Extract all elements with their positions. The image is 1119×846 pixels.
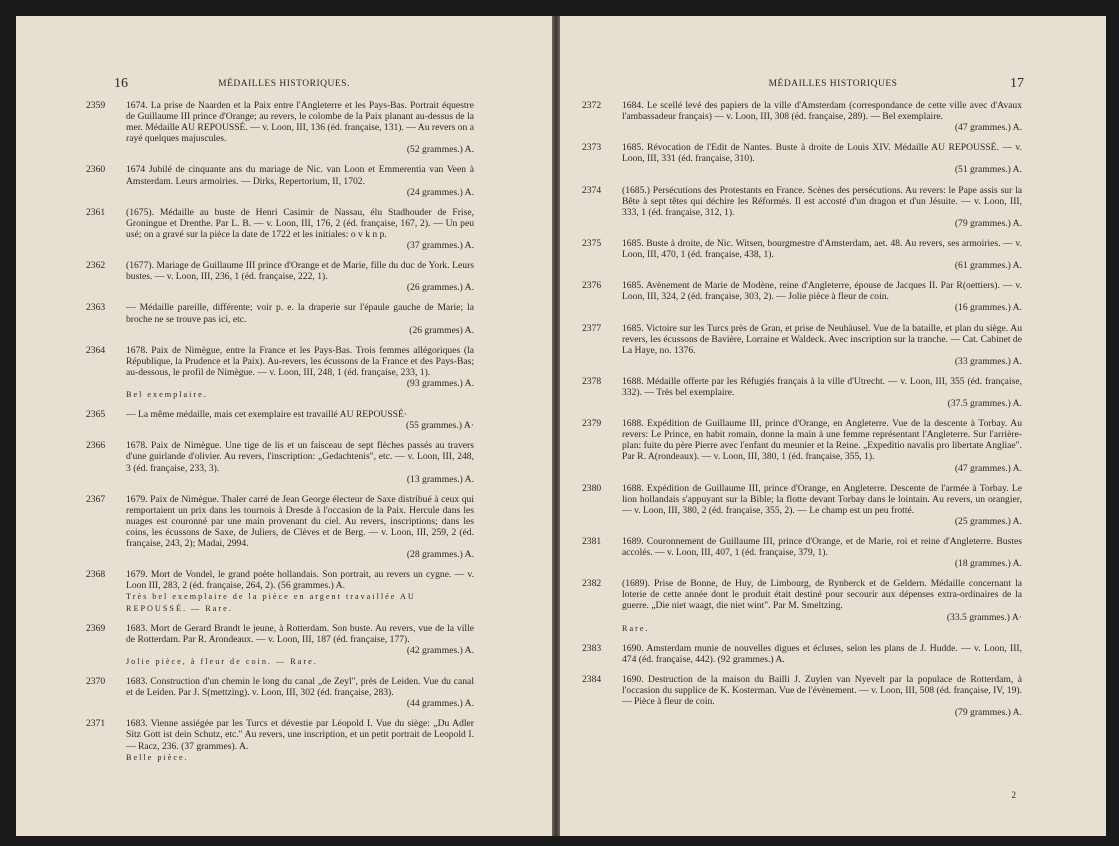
page-number: 16 [114, 76, 128, 91]
entry-note: Rare. [622, 623, 650, 633]
entry-description: 1679. Mort de Vondel, le grand poète hollandais. Son portrait, au revers un cygne. — v. Loon III, 283, 2 (éd. française, 264, 2). (56 grammes.) A. [126, 569, 474, 592]
entry-number: 2384 [582, 673, 602, 685]
catalog-entry [582, 100, 1022, 133]
book-gutter [552, 16, 560, 836]
entry-description: 1685. Victoire sur les Turcs près de Gran, et prise de Neuhäusel. Vue de la bataille, et plan du siège. Au revers, les écussons de Bavière, Lorraine et Waldeck. Avec inscription sur la tranche. — Cat. Cabinet de La Haye, no. 1376. [622, 322, 1022, 356]
entry-description: 1683. Mort de Gerard Brandt le jeune, à Rotterdam. Son buste. Au revers, vue de la ville de Rotterdam. Par R. Arondeaux. — v. Loon, III, 187 (éd. française, 177). [126, 622, 474, 645]
entry-number: 2381 [582, 536, 602, 547]
running-title: MÉDAILLES HISTORIQUES [768, 79, 898, 89]
catalog-entry [86, 569, 474, 613]
entry-number: 2360 [86, 164, 106, 176]
entry-description: — La même médaille, mais cet exemplaire est travaillé AU REPOUSSÉ· [126, 409, 408, 421]
catalog-entry [86, 302, 474, 335]
catalog-entry [86, 718, 474, 762]
entry-number: 2371 [86, 718, 106, 730]
entry-weight: (24 grammes.) A. [406, 186, 474, 198]
entry-note: Bel exemplaire. [126, 390, 208, 400]
catalog-entry [86, 345, 474, 400]
entry-weight: (52 grammes.) A. [406, 144, 474, 156]
entry-number: 2362 [86, 260, 106, 272]
entry-weight: (42 grammes.) A. [406, 644, 474, 656]
entry-number: 2359 [86, 100, 106, 111]
entry-weight: (33 grammes.) A. [954, 355, 1022, 367]
entry-number: 2369 [86, 622, 106, 634]
entry-weight: (16 grammes.) A. [954, 302, 1022, 314]
entry-weight: (61 grammes.) A. [954, 260, 1022, 272]
entry-weight: (13 grammes.) A. [406, 473, 474, 485]
entry-description: 1679. Paix de Nimègue. Thaler carré de Jean George électeur de Saxe distribué à ceux qui remportaient un prix dans les tournois à Dresde à l'occasion de la Paix. Hercule dans les nuages est couronné par une main provenant du ciel. Au revers, inscriptions; dans les coins, les écussons de Saxe, de Juliers, de Clèves et de Berg. — v. Loon, III, 259, 2 (éd. française, 243, 2); Madai, 2994. [126, 493, 474, 550]
entry-description: 1674. La prise de Naarden et la Paix entre l'Angleterre et les Pays-Bas. Portrait équestre de Guillaume III prince d'Orange; au revers, le colombe de la Paix planant au-dessus de la mer. Médaille AU REPOUSSÉ. — v. Loon, III, 136 (éd. française, 131). — Au revers on a rayé quelques majuscules. [126, 100, 474, 145]
entry-weight: (37 grammes.) A. [406, 240, 474, 252]
running-title: MÉDAILLES HISTORIQUES. [218, 79, 350, 89]
entry-description: 1683. Vienne assiégée par les Turcs et dévestie par Léopold I. Vue du siège: „Du Adler Sitz Gott ist dein Schutz, etc." Au revers, une inscription, et un petit portrait de Leopold I. — Racz, 236. (37 grammes). A. [126, 718, 474, 752]
entry-description: (1689). Prise de Bonne, de Huy, de Limbourg, de Rynberck et de Geldern. Médaille concernant la loterie de cette année dont le produit était destiné pour secourir aux dépenses extra-ordinaires de la guerre. „Die niet waagt, die niet wint". Par M. Smeltzing. [622, 578, 1022, 612]
entry-number: 2363 [86, 302, 106, 314]
catalog-entry [582, 643, 1022, 665]
entry-note: Belle pièce. [126, 752, 189, 762]
entry-list [582, 100, 1022, 727]
entry-description: — Médaille pareille, différente; voir p. e. la draperie sur l'épaule gauche de Marie; la broche ne se trouve pas ici, etc. [126, 302, 474, 325]
entry-number: 2361 [86, 206, 106, 218]
catalog-entry [86, 440, 474, 484]
catalog-entry [86, 164, 474, 197]
entry-weight: (37.5 grammes.) A. [947, 398, 1022, 410]
entry-weight: (26 grammes.) A. [406, 282, 474, 294]
entry-description: 1685. Avènement de Marie de Modène, reine d'Angleterre, épouse de Jacques II. Par R(oettiers). — v. Loon, III, 324, 2 (éd. française, 303, 2). — Jolie pièce à fleur de coin. [622, 280, 1022, 303]
catalog-entry [582, 323, 1022, 367]
entry-number: 2374 [582, 184, 602, 196]
entry-description: (1677). Mariage de Guillaume III prince d'Orange et de Marie, fille du duc de York. Leurs bustes. — v. Loon, III, 236, 1 (éd. française, 222, 1). [126, 260, 474, 283]
entry-weight: (47 grammes.) A. [954, 122, 1022, 134]
entry-weight: (55 grammes.) A· [406, 420, 474, 432]
entry-weight: (44 grammes.) A. [406, 698, 474, 710]
catalog-entry [582, 142, 1022, 175]
left-page [16, 16, 552, 836]
entry-description: 1685. Buste à droite, de Nic. Witsen, bourgmestre d'Amsterdam, aet. 48. Au revers, ses armoiries. — v. Loon, III, 470, 1 (éd. française, 438, 1). [622, 237, 1022, 261]
entry-number: 2372 [582, 100, 602, 111]
entry-list [86, 100, 474, 772]
entry-number: 2376 [582, 280, 602, 292]
catalog-entry [86, 260, 474, 293]
entry-number: 2370 [86, 676, 106, 688]
catalog-entry [86, 100, 474, 155]
catalog-entry [86, 676, 474, 709]
entry-description: 1678. Paix de Nimègue. Une tige de lis et un faisceau de sept flèches passés au travers d'une guirlande d'olivier. Au revers, l'inscription: „Gedachtenis", etc. — v. Loon, III, 248, 3 (éd. française, 233, 3). [126, 440, 474, 474]
entry-number: 2365 [86, 409, 106, 421]
catalog-entry [582, 483, 1022, 527]
entry-weight: (33.5 grammes.) A· [946, 611, 1022, 623]
entry-description: 1684. Le scellé levé des papiers de la ville d'Amsterdam (correspondance de cette ville avec d'Avaux l'ambassadeur français) — v. Loon, III, 308 (éd. française, 289). — Bel exemplaire. [622, 100, 1022, 123]
entry-number: 2377 [582, 322, 602, 334]
catalog-entry [582, 238, 1022, 271]
entry-description: 1690. Destruction de la maison du Bailli J. Zuylen van Nyevelt par la populace de Rotterdam, à l'occasion du supplice de K. Kosterman. Vue de l'évènement. — v. Loon, III, 508 (éd. française, IV, 19). — Pièce à fleur de coin. [622, 673, 1022, 708]
entry-description: 1674 Jubilé de cinquante ans du mariage de Nic. van Loon et Emmerentia van Veen à Amsterdam. Leurs armoiries. — Dirks, Repertorium, II, 1702. [126, 164, 474, 187]
entry-weight: (93 grammes.) A. [406, 377, 474, 389]
entry-description: 1688. Expédition de Guillaume III, prince d'Orange, en Angleterre. Descente de l'armée à Torbay. Le lion hollandais s'appuyant sur la Bible; la flotte devant Torbay dans le lointain. Au revers, un orangier, — v. Loon, III, 380, 2 (éd. française, 355, 2). — Le champ est un peu frotté. [622, 482, 1022, 516]
catalog-entry [582, 418, 1022, 473]
entry-note: Très bel exemplaire de la pièce en argent travaillée AU REPOUSSÉ. — Rare. [126, 592, 416, 613]
catalog-entry [86, 207, 474, 251]
entry-description: (1675). Médaille au buste de Henri Casimir de Nassau, élu Stadhouder de Frise, Groningue et Drenthe. Par L. B. — v. Loon, III, 176, 2 (éd. française, 167, 2). — Un peu usé; on a gravé sur la pièce la date de 1722 et les initiales: o v k n p. [126, 206, 474, 240]
catalog-entry [86, 623, 474, 667]
entry-weight: (51 grammes.) A. [954, 164, 1022, 176]
entry-number: 2366 [86, 440, 106, 452]
entry-weight: (18 grammes.) A. [954, 558, 1022, 570]
catalog-entry [582, 280, 1022, 313]
entry-weight: (79 grammes.) A. [954, 707, 1022, 719]
catalog-entry [582, 674, 1022, 718]
entry-description: 1688. Médaille offerte par les Réfugiés français à la ville d'Utrecht. — v. Loon, III, 355 (éd. française, 332). — Très bel exemplaire. [622, 375, 1022, 398]
entry-weight: (28 grammes.) A. [406, 549, 474, 561]
entry-number: 2367 [86, 493, 106, 505]
catalog-entry [582, 376, 1022, 409]
entry-description: 1690. Amsterdam munie de nouvelles digues et écluses, selon les plans de J. Hudde. — v. Loon, III, 474 (éd. française, 442). (92 grammes.) A. [622, 642, 1022, 665]
entry-number: 2379 [582, 418, 602, 430]
entry-description: 1688. Expédition de Guillaume III, prince d'Orange, en Angleterre. Vue de la descente à Torbay. Au revers: Le Prince, en habit romain, donne la main à une femme représentant l'Angleterre. Sur l'arrière-plan: fuite du père Pierre avec l'enfant du meunier et la Reine. „Expeditio navalis pro libertate Angliae". Par R. A(rondeaux). — v. Loon, III, 380, 1 (éd. française, 355, 1). [622, 418, 1022, 463]
entry-note: Jolie pièce, à fleur de coin. — Rare. [126, 656, 318, 666]
right-page [560, 16, 1106, 836]
entry-weight: (26 grammes) A. [409, 324, 474, 336]
catalog-entry [582, 536, 1022, 569]
catalog-entry [582, 185, 1022, 229]
entry-number: 2375 [582, 237, 602, 249]
page-number: 17 [1010, 76, 1024, 91]
entry-number: 2383 [582, 642, 602, 654]
entry-description: (1685.) Persécutions des Protestants en France. Scènes des persécutions. Au revers: le Pape assis sur la Bête à sept têtes qui déchire les Réformés. Il est accosté d'un dragon et d'un Jésuite. — v. Loon, III, 333, 1 (éd. française, 312, 1). [622, 184, 1022, 218]
entry-weight: (79 grammes.) A. [954, 217, 1022, 229]
entry-description: 1685. Révocation de l'Edit de Nantes. Buste à droite de Louis XIV. Médaille AU REPOUSSÉ. — v. Loon, III, 331 (éd. française, 310). [622, 142, 1022, 165]
entry-weight: (47 grammes.) A. [954, 462, 1022, 474]
catalog-entry [582, 578, 1022, 633]
entry-description: 1678. Paix de Nimègue, entre la France et les Pays-Bas. Trois femmes allégoriques (la République, la Prudence et la Paix). Au-revers, les écussons de la France et des Pays-Bas; au-dessous, le profil de Nimègue. — v. Loon, III, 248, 1 (éd. française, 233, 1). [126, 344, 474, 378]
entry-number: 2368 [86, 569, 106, 581]
catalog-entry [86, 494, 474, 561]
entry-weight: (25 grammes.) A. [954, 515, 1022, 527]
signature-mark: 2 [1011, 790, 1016, 800]
entry-number: 2373 [582, 142, 602, 154]
entry-description: 1683. Construction d'un chemin le long du canal „de Zeyl", près de Leiden. Vue du canal et de Leiden. Par J. S(mettzing). v. Loon, III, 302 (éd. française, 283). [126, 676, 474, 699]
entry-number: 2380 [582, 482, 602, 494]
entry-number: 2382 [582, 578, 602, 590]
entry-number: 2364 [86, 344, 106, 356]
entry-description: 1689. Couronnement de Guillaume III, prince d'Orange, et de Marie, roi et reine d'Angleterre. Bustes accolés. — v. Loon, III, 407, 1 (éd. française, 379, 1). [622, 536, 1022, 559]
catalog-entry [86, 409, 474, 431]
entry-number: 2378 [582, 375, 602, 387]
